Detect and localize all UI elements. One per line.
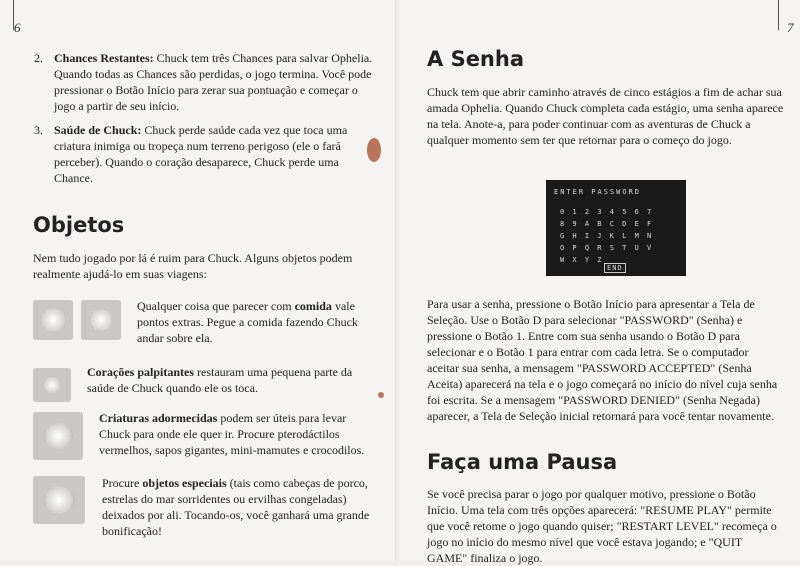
item-number: 3. [34, 123, 43, 137]
page-number: 6 [14, 20, 21, 35]
health-term: Saúde de Chuck: [54, 123, 142, 137]
special-paragraph: Procure objetos especiais (tais como cabeças de porco, estrelas do mar sorridentes ou ervilhas congeladas) deixados por ali. Tocando-os, você ganhará uma grande bonificação! [102, 476, 370, 538]
heart-icon [33, 368, 71, 402]
pausa-heading: Faça uma Pausa [427, 450, 618, 474]
food-paragraph: Qualquer coisa que parecer com comida vale pontos extras. Pegue a comida fazendo Chuck andar sobre ela. [137, 299, 358, 345]
objetos-intro: Nem tudo jogado por lá é ruim para Chuck. Alguns objetos podem realmente ajudá-lo em suas viagens: [33, 251, 353, 281]
password-row: W X Y Z [560, 256, 604, 264]
password-row: 8 9 A B C D E F [560, 220, 654, 228]
stain-mark [378, 392, 384, 398]
item-number: 2. [34, 51, 43, 65]
health-text: Chuck perde saúde cada vez que toca uma criatura inimiga ou tropeça num terreno perigoso (ele o fará perceber). Quando o coração desaparece, Chuck perde uma Chance. [54, 123, 348, 185]
heart-paragraph: Corações palpitantes restauram uma pequena parte da saúde de Chuck quando ele os toca. [87, 365, 353, 395]
crop-mark [778, 0, 779, 30]
password-screen [546, 180, 686, 276]
senha-heading: A Senha [427, 47, 525, 71]
objetos-heading: Objetos [33, 213, 125, 237]
senha-intro: Chuck tem que abrir caminho através de cinco estágios a fim de achar sua amada Ophelia. Quando Chuck completa cada estágio, uma senha aparece na tela. Anote-a, para poder continuar com as aventuras de Chuck a qualquer momento sem ter que retornar para o começo do jogo. [427, 85, 784, 147]
senha-instructions: Para usar a senha, pressione o Botão Início para apresentar a Tela de Seleção. Use o Botão D para selecionar "PASSWORD" (Senha) e pressione o Botão 1. Entre com sua senha usando o Botão D para selecionar e o Botão 1 para entrar com cada letra. Se o computador aceitar sua senha, a mensagem "PASSWORD ACCEPTED" (Senha Aceita) aparecerá na tela e o jogo começará no início do nível cuja senha foi escrita. Se a mensagem "PASSWORD DENIED" (Senha Negada) aparecer, a Tela de Seleção inicial retornará para você tentar novamente. [427, 297, 778, 423]
food-icon [81, 300, 121, 340]
creature-icon [33, 412, 83, 460]
chances-paragraph [54, 50, 379, 114]
password-row: 0 1 2 3 4 5 6 7 [560, 208, 654, 216]
password-row: G H I J K L M N [560, 232, 654, 240]
right-page [400, 0, 800, 561]
chances-text: Chuck tem três Chances para salvar Ophelia. Quando todas as Chances são perdidas, o jogo termina. Você pode pressionar o Botão Início para zerar sua pontuação e começar o jogo a partir de seu início. [54, 51, 373, 113]
left-page [0, 0, 398, 561]
special-item-icon [33, 476, 85, 524]
pausa-body: Se você precisa parar o jogo por qualquer motivo, pressione o Botão Início. Uma tela com três opções aparecerá: "RESUME PLAY" permite que você retome o jogo quando quiser; "RESTART LEVEL" recomeça o jogo no início do mesmo nível que você estava jogando; e "QUIT GAME" finaliza o jogo. [427, 487, 777, 565]
password-row: O P Q R S T U V [560, 244, 654, 252]
health-paragraph [54, 122, 379, 186]
stain-mark [367, 138, 381, 162]
page-number: 7 [787, 20, 794, 35]
chances-term: Chances Restantes: [54, 51, 154, 65]
creature-paragraph: Criaturas adormecidas podem ser úteis para levar Chuck para onde ele quer ir. Procure pterodáctilos vermelhos, sapos gigantes, mini-mamutes e crocodilos. [99, 411, 365, 457]
password-end-button: END [604, 263, 626, 273]
password-screen-title: ENTER PASSWORD [554, 188, 642, 196]
food-icon [33, 300, 73, 340]
